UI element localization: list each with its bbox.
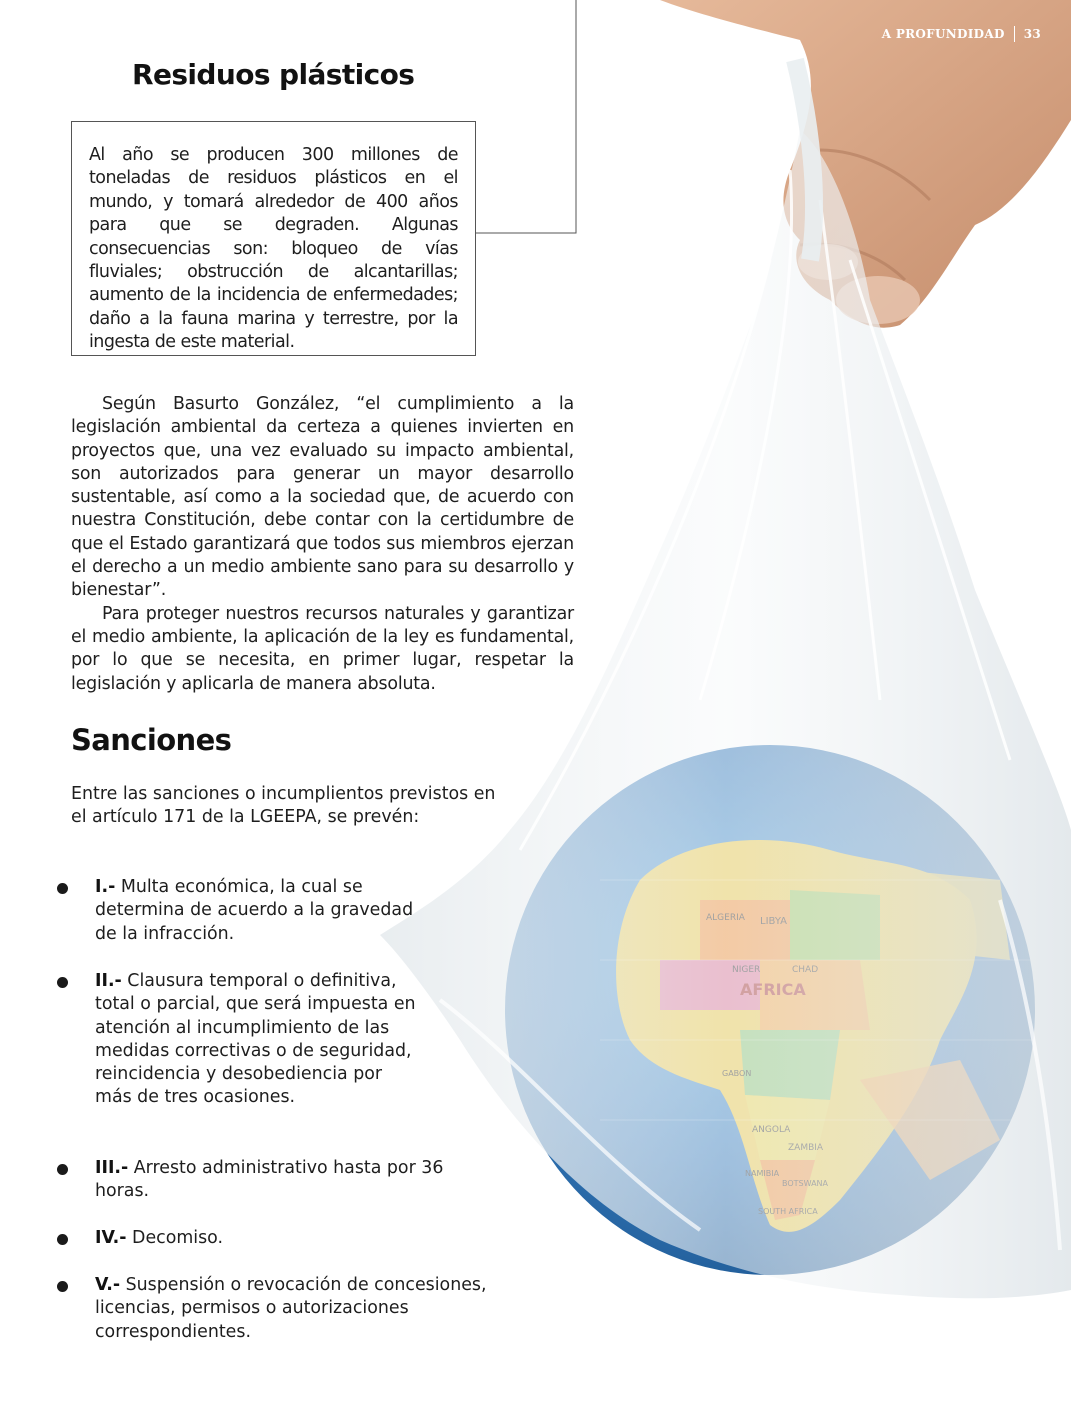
header-divider (1014, 26, 1015, 42)
list-item-label: III.- (95, 1158, 129, 1178)
body-paragraph: Para proteger nuestros recursos naturales y garantizar el medio ambiente, la aplicación de la ley es fundamental, por lo que se necesita, en primer lugar, respetar la legislación y aplicarla de manera absoluta. (71, 603, 574, 694)
list-item-label: I.- (95, 877, 116, 897)
list-item (57, 1227, 477, 1250)
bullet-icon (57, 883, 68, 894)
bullet-icon (57, 977, 68, 988)
list-item-body: Arresto administrativo hasta por 36 horas. (95, 1158, 444, 1202)
list-item-text (95, 1274, 487, 1344)
sidebar-box (71, 121, 476, 356)
list-item (57, 876, 417, 946)
list-item-label: V.- (95, 1275, 121, 1295)
bullet-icon (57, 1234, 68, 1245)
list-item (57, 1157, 477, 1204)
article-body (71, 393, 574, 696)
list-item-text (95, 1227, 223, 1250)
list-item-label: IV.- (95, 1228, 127, 1248)
sidebar-title: Residuos plásticos (132, 58, 415, 91)
list-item-body: Clausura temporal o definitiva, total o parcial, que será impuesta en atención al incumplimiento de las medidas correctivas o de seguridad, reincidencia y desobediencia por más de tres ocasiones. (95, 971, 416, 1108)
bullet-icon (57, 1164, 68, 1175)
list-item-text (95, 970, 417, 1110)
bullet-icon (57, 1281, 68, 1292)
list-item (57, 1274, 487, 1344)
page-number: 33 (1023, 27, 1041, 41)
list-item (57, 970, 417, 1110)
list-item-text (95, 876, 417, 946)
list-item-body: Suspensión o revocación de concesiones, licencias, permisos o autorizaciones correspondientes. (95, 1275, 487, 1342)
body-paragraph: Según Basurto González, “el cumplimiento a la legislación ambiental da certeza a quienes invierten en proyectos que, una vez evaluado su impacto ambiental, son autorizados para generar un mayor desarrollo sustentable, así como a la sociedad que, de acuerdo con nuestra Constitución, debe contar con la certidumbre de que el Estado garantizará que todos sus miembros ejerzan el derecho a un medio ambiente sano para su desarrollo y bienestar”. (71, 394, 574, 601)
sidebar-text: Al año se producen 300 millones de toneladas de residuos plásticos en el mundo, y tomará alrededor de 400 años para que se degraden. Algunas consecuencias son: bloqueo de vías fluviales; obstrucción de alcantarillas; aumento de la incidencia de enfermedades; daño a la fauna marina y terrestre, por la ingesta de este material. (89, 145, 458, 353)
list-item-text (95, 1157, 477, 1204)
list-item-body: Decomiso. (132, 1228, 224, 1248)
sanctions-intro: Entre las sanciones o incumplientos previstos en el artículo 171 de la LGEEPA, se prevén: (71, 784, 496, 828)
section-title: A PROFUNDIDAD (881, 27, 1005, 41)
page-header (882, 26, 1041, 42)
list-item-body: Multa económica, la cual se determina de acuerdo a la gravedad de la infracción. (95, 877, 414, 944)
sanctions-title: Sanciones (71, 723, 232, 757)
list-item-label: II.- (95, 971, 122, 991)
